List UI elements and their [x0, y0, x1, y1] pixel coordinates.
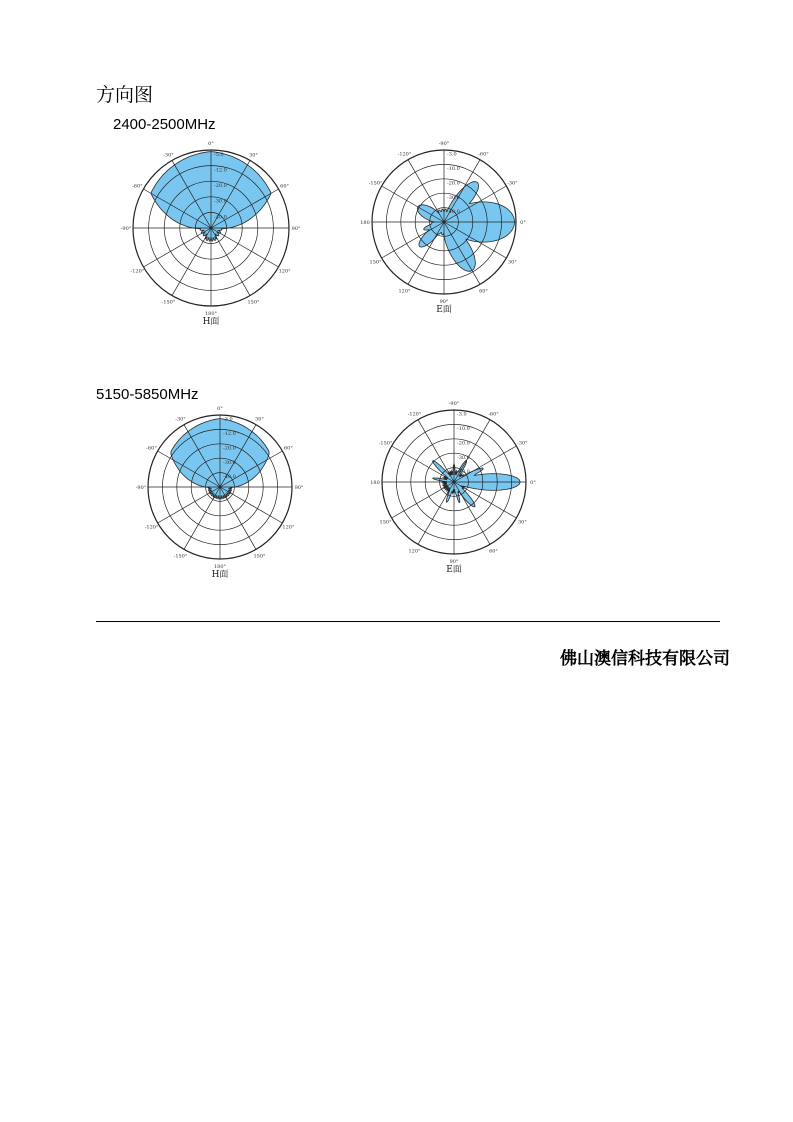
angle-tick-label: -30° [507, 180, 518, 187]
radial-tick-label: -20.0 [223, 445, 236, 452]
e-plane-pattern-2400 [352, 140, 536, 326]
grid-spoke [172, 228, 211, 296]
grid-spoke [158, 487, 220, 523]
angle-tick-label: -30° [517, 440, 528, 447]
angle-tick-label: -150° [378, 440, 393, 447]
radial-tick-label: -20.0 [214, 183, 227, 190]
radial-tick-label: -30.0 [447, 194, 460, 201]
radial-tick-label: -12.0 [214, 167, 227, 174]
radial-tick-label: -3.0 [223, 416, 233, 423]
angle-tick-label: 120° [278, 268, 291, 275]
grid-spoke [382, 222, 444, 258]
grid-spoke [211, 228, 279, 267]
angle-tick-label: 120° [408, 548, 421, 555]
angle-tick-label: 60° [283, 445, 293, 452]
angle-tick-label: -90° [448, 401, 460, 407]
radial-tick-label: -3.0 [457, 411, 467, 418]
grid-spoke [418, 420, 454, 482]
angle-tick-label: 180 [360, 220, 370, 226]
angle-tick-label: 90° [294, 485, 304, 491]
band-label-2400: 2400-2500MHz [113, 116, 216, 133]
grid-spoke [454, 482, 490, 544]
radial-tick-label: -10.0 [457, 426, 470, 432]
polar-plot-svg [362, 400, 546, 586]
angle-tick-label: 60° [280, 183, 290, 190]
angle-tick-label: 150° [247, 299, 260, 306]
plane-caption: H面 [211, 570, 229, 580]
radial-tick-label: -30.0 [223, 459, 236, 466]
polar-plot-svg [128, 405, 312, 591]
radial-tick-label: -3.0 [447, 151, 457, 158]
angle-tick-label: 120° [398, 288, 411, 295]
angle-tick-label: -30° [175, 416, 186, 423]
angle-tick-label: 30° [255, 416, 264, 423]
angle-tick-label: -120° [130, 268, 145, 275]
plane-caption: E面 [446, 565, 462, 575]
h-plane-pattern-5150 [128, 405, 312, 591]
radial-tick-label: -40.0 [214, 214, 227, 221]
footer-divider [96, 621, 720, 622]
angle-tick-label: 30° [517, 519, 527, 526]
grid-spoke [392, 482, 454, 518]
angle-tick-label: -150° [161, 299, 176, 306]
grid-spoke [211, 228, 250, 296]
angle-tick-label: 0° [530, 480, 536, 486]
angle-tick-label: 60° [489, 548, 498, 555]
angle-tick-label: 120° [282, 524, 295, 531]
angle-tick-label: -90° [438, 141, 450, 147]
angle-tick-label: 30° [249, 152, 258, 159]
plane-caption: E面 [436, 305, 452, 315]
angle-tick-label: 90° [439, 299, 449, 305]
angle-tick-label: 30° [507, 259, 517, 266]
angle-tick-label: -60° [478, 151, 489, 158]
grid-spoke [143, 228, 211, 267]
radial-tick-label: -20.0 [457, 440, 470, 447]
angle-tick-label: 150° [369, 259, 382, 266]
grid-spoke [220, 487, 256, 549]
company-name: 佛山澳信科技有限公司 [560, 649, 730, 669]
radial-tick-label: -40.0 [223, 474, 236, 481]
angle-tick-label: -60° [146, 445, 157, 452]
radiation-pattern-area [417, 182, 514, 272]
band-label-5150: 5150-5850MHz [96, 386, 199, 403]
grid-spoke [382, 186, 444, 222]
angle-tick-label: -30° [163, 152, 174, 159]
angle-tick-label: 180° [213, 564, 227, 570]
radial-tick-label: -5.0 [214, 151, 224, 158]
radial-tick-label: -30.0 [214, 198, 227, 205]
angle-tick-label: 0° [208, 141, 214, 147]
radial-tick-label: -30.0 [457, 454, 470, 461]
radial-tick-label: -40.0 [447, 209, 460, 216]
page-title: 方向图 [96, 84, 154, 106]
radial-tick-label: -40.0 [457, 469, 470, 476]
angle-tick-label: -150° [368, 180, 383, 187]
angle-tick-label: -60° [488, 411, 499, 418]
grid-spoke [408, 222, 444, 284]
angle-tick-label: 90° [291, 226, 301, 232]
angle-tick-label: 60° [479, 288, 488, 295]
angle-tick-label: -150° [173, 553, 188, 560]
plane-caption: H面 [202, 317, 220, 327]
angle-tick-label: -120° [144, 524, 159, 531]
grid-spoke [392, 446, 454, 482]
grid-spoke [184, 487, 220, 549]
angle-tick-label: -90° [120, 226, 132, 232]
e-plane-pattern-5150 [362, 400, 546, 586]
angle-tick-label: 90° [449, 559, 459, 565]
angle-tick-label: 150° [253, 553, 266, 560]
angle-tick-label: -60° [132, 183, 143, 190]
angle-tick-label: 0° [520, 220, 526, 226]
grid-spoke [418, 482, 454, 544]
angle-tick-label: -90° [135, 485, 147, 491]
radial-tick-label: -10.0 [447, 166, 460, 172]
angle-tick-label: -120° [397, 151, 412, 158]
polar-plot-svg [113, 140, 309, 338]
angle-tick-label: 180 [370, 480, 380, 486]
polar-plot-svg [352, 140, 536, 326]
radial-tick-label: -20.0 [447, 180, 460, 187]
angle-tick-label: 150° [379, 519, 392, 526]
angle-tick-label: 0° [217, 406, 223, 412]
angle-tick-label: -120° [407, 411, 422, 418]
grid-spoke [220, 487, 282, 523]
h-plane-pattern-2400 [113, 140, 309, 338]
radial-tick-label: -12.0 [223, 431, 236, 437]
angle-tick-label: 180° [204, 311, 218, 317]
